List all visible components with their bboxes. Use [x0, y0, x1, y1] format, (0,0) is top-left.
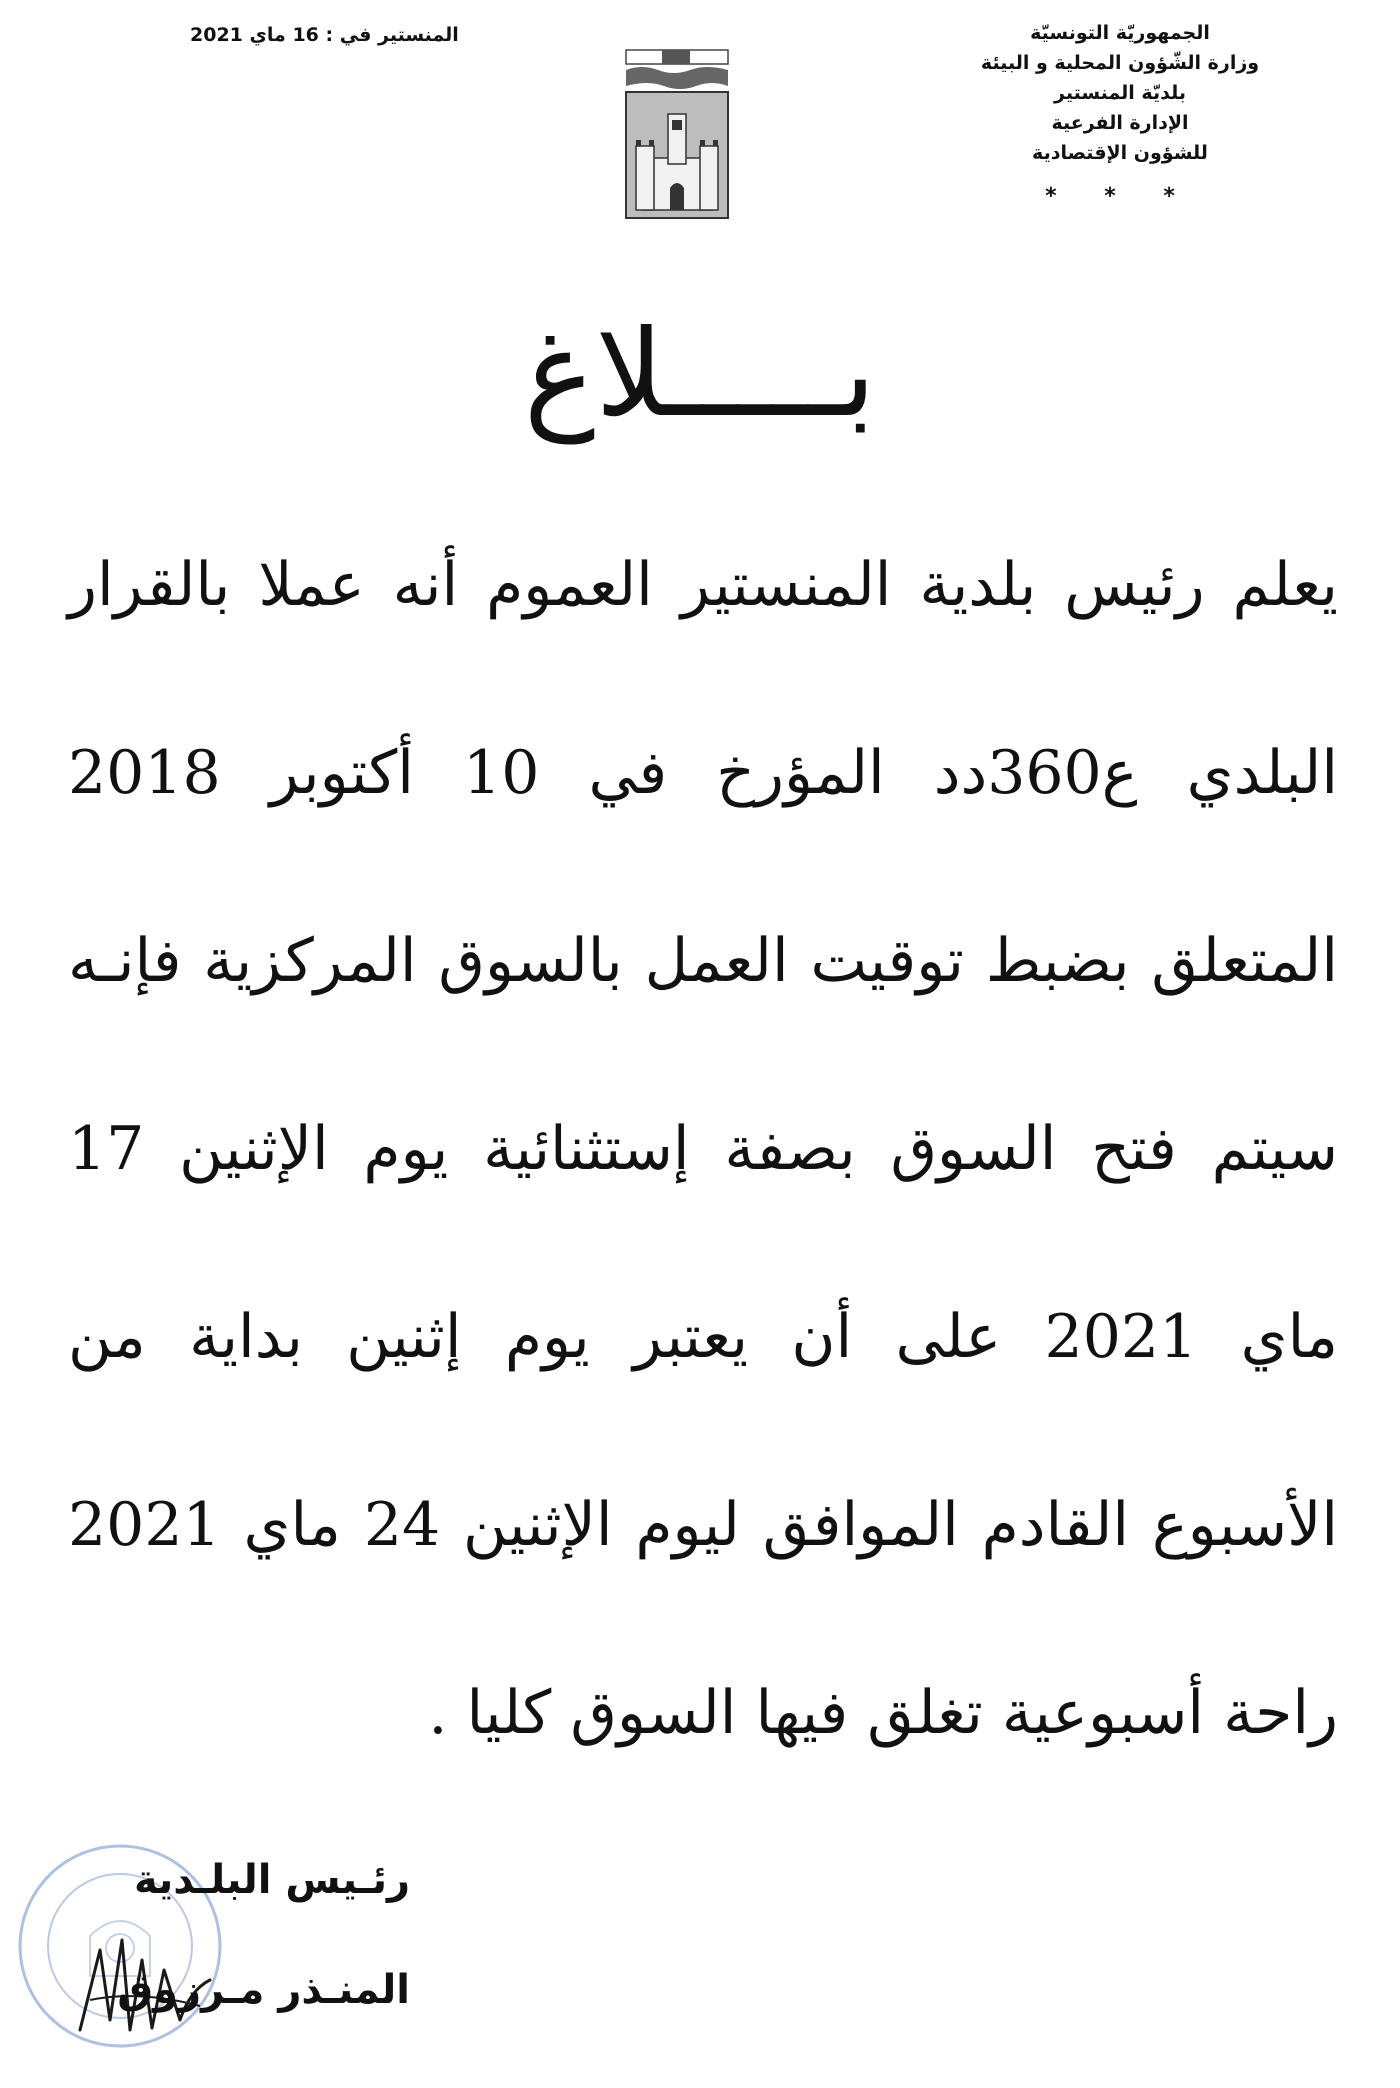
- body-line: المتعلق بضبط توقيت العمل بالسوق المركزية فإنـه: [68, 926, 1338, 996]
- announcement-body: [68, 540, 1338, 1856]
- municipality-emblem-icon: [622, 48, 732, 223]
- letterhead-municipality: بلديّة المنستير: [1054, 82, 1186, 104]
- letterhead-country: الجمهوريّة التونسيّة: [1030, 22, 1210, 44]
- body-line: ماي 2021 على أن يعتبر يوم إثنين بداية من: [68, 1302, 1338, 1372]
- signature-block: [117, 1850, 410, 2020]
- signature-role: رئـيس البلـدية: [134, 1857, 410, 1903]
- letterhead-division: للشؤون الإقتصادية: [1032, 142, 1208, 164]
- body-line: سيتم فتح السوق بصفة إستثنائية يوم الإثنين 17: [68, 1114, 1338, 1184]
- signature-name: المنـذر مـرزوق: [117, 1967, 410, 2013]
- body-line: يعلم رئيس بلدية المنستير العموم أنه عملا بالقرار: [68, 550, 1338, 620]
- document-title: بـــــلاغ: [523, 305, 877, 444]
- letterhead-department: الإدارة الفرعية: [1051, 112, 1189, 134]
- letterhead: [940, 18, 1300, 212]
- body-line: البلدي ع360دد المؤرخ في 10 أكتوبر 2018: [68, 738, 1338, 808]
- letterhead-stars: * * *: [1045, 184, 1195, 209]
- document-date: المنستير في : 16 ماي 2021: [190, 24, 459, 46]
- body-line: راحة أسبوعية تغلق فيها السوق كليا .: [428, 1678, 1338, 1748]
- letterhead-ministry: وزارة الشّؤون المحلية و البيئة: [980, 52, 1260, 74]
- body-line: الأسبوع القادم الموافق ليوم الإثنين 24 ماي 2021: [68, 1490, 1339, 1560]
